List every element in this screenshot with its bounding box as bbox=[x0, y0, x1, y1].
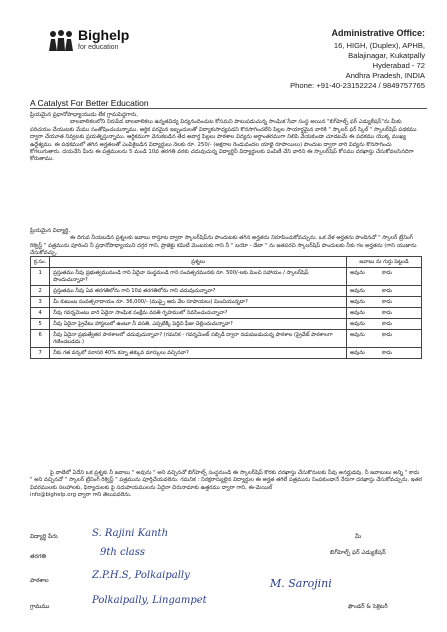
yes-option: అవును bbox=[350, 309, 365, 316]
closing-section bbox=[30, 470, 422, 500]
col-question-header: ప్రశ్నలు bbox=[50, 257, 347, 268]
row-answer bbox=[347, 348, 422, 359]
intro-section bbox=[30, 112, 422, 164]
row-answer bbox=[347, 319, 422, 330]
row-number: 3 bbox=[31, 297, 50, 308]
row-number: 4 bbox=[31, 308, 50, 319]
row-number: 7 bbox=[31, 348, 50, 359]
office-line: 16, HIGH, (Duplex), APHB, bbox=[333, 41, 425, 50]
col-no-header: క్ర.సం. bbox=[31, 257, 50, 268]
office-line: Andhra Pradesh, INDIA bbox=[345, 71, 425, 80]
tagline: A Catalyst For Better Education bbox=[30, 98, 149, 108]
table-row bbox=[31, 319, 422, 330]
yes-option: అవును bbox=[350, 331, 365, 338]
row-number: 1 bbox=[31, 268, 50, 286]
yes-option: అవును bbox=[350, 287, 365, 294]
eligibility-table bbox=[30, 256, 422, 359]
table-row bbox=[31, 268, 422, 286]
row-answer bbox=[347, 330, 422, 348]
row-question: ప్రస్తుతము నీవు ప్రభుత్వమునుండి గాని ఏదైనా సంస్థనుండి గాని సంవత్సరమునకు రూ. 500/-లకు మించి సహాయం / స్కాలర్‌షిప్ పొందుచున్నావా? bbox=[50, 268, 347, 286]
col-answer-header: జవాబు ను గుర్తు పెట్టండి bbox=[347, 257, 422, 268]
no-option: కాదు bbox=[382, 309, 392, 316]
no-option: కాదు bbox=[382, 298, 392, 305]
table-row bbox=[31, 348, 422, 359]
office-line: Hyderabad - 72 bbox=[372, 61, 425, 70]
row-question: నీవు ఏదైనా ప్రభుత్వేతర పాఠశాలలో చదువుచున్నావా? (గమనిక - గవర్నమెంట్ సబ్సిడీ ద్వారా నడుపబడుచున్న పాఠశాల (ప్రైవేట్ పాఠశాలగా గణించబడదు.) bbox=[50, 330, 347, 348]
no-option: కాదు bbox=[382, 287, 392, 294]
office-phone: Phone: +91-40-23152224 / 9849757765 bbox=[290, 81, 425, 90]
student-paragraph: ఈ దిగువ నీయబడిన ప్రశ్నలకు జవాబు రాస్తూట ద్వారా స్కాలర్‌షిప్‌ను పొందుటకు తగిన అర్హతను నిరూపించుకోవచ్చును. ఒక వేళ అర్హతను పొందినచో " స్కాలర్ ట్రేనింగ్ రిక్వెస్ట్ " పత్రమును పూరించి నీ ప్రధానోపాధ్యాయుని దగ్గర గాని, ప్రాజెక్టు కమిటీ మెంబరుకు గాని నీ " బయో - డేటా " ను జతపరచి స్కాలర్‌షిప్ పొందుటకు నీకు గల అర్హతను (గాని యుజాను చేసుకోవచ్చు. bbox=[30, 235, 417, 257]
row-question: ప్రస్తుతము నీవు ఏవ తరగతిలోను గాని 10వ తరగతిలోను గాని చదువుచున్నావా? bbox=[50, 286, 347, 297]
logo bbox=[48, 28, 129, 52]
school-value: Z.P.H.S, Polkaipally bbox=[92, 570, 190, 581]
student-name-value: S. Rajini Kanth bbox=[92, 528, 169, 539]
yes-option: అవును bbox=[350, 320, 365, 327]
table-row bbox=[31, 330, 422, 348]
table-row bbox=[31, 297, 422, 308]
yes-option: అవును bbox=[350, 349, 365, 356]
intro-paragraph: బాలబాలికలలోని నిరుపేద బాలబాలికలు ఉన్నతవిద్య విద్యనందించుట కోసమని పాటుపడుచున్న సాంఘిక సేవా సంస్థ అయిన "బిగ్‌హెల్ప్ ఫర్ ఎడ్యుకేషన్"ను మీకు పరిచయం చేయుటకు మేము సంతోషించుచున్నాము. ఆర్థిక పరమైన ఇబ్బందులతో విద్యాకుసాధ్యపడని కొనసాగించలేని పిల్లల సాయార్థమైన వారికి " స్కాలర్ ఫర్ స్కిల్ " స్కాలర్‌షిప్ పథకము ద్వారా చేయూత నివ్వటకు ప్రయత్నిస్తున్నాము. ఆర్థికముగా వెనుకబడిన తేద అవార్ధ పిల్లలు పాఠశాల విద్యను అర్ధాంతరముగా నిలిపి వేయకుండా చూడటమే ఈ పథకము యొక్క ముఖ్య ఉద్దేశ్యము. ఈ పథకములో తగిన అర్హతలతో ఎంపికైబడిన విద్యార్థులు నెలకు రూ. 250/- (అక్షరాల రెండువందల యాభై రూపాయిలు) పొందుట ద్వారా వారి విద్యను కొనసాగించు కోగలుగుతారు. దయచేసి మీరు ఈ పత్రములను 5 మండి 10వ తరగతి వరకు చదువుచున్న విద్యార్థినీ విద్యార్థులకు పంపిణీ చేసి వారిని ఈ స్కాలర్‌షిప్ కోసము దరఖాస్తు చేసుకోవలసినదిగా కోరుతాము. bbox=[30, 119, 417, 163]
closing-word: మీ bbox=[355, 534, 362, 540]
table-row bbox=[31, 286, 422, 297]
student-name-label: విద్యార్థి పేరు bbox=[30, 534, 58, 540]
office-title: Administrative Office: bbox=[331, 28, 425, 38]
student-salutation: ప్రియమైన విద్యార్థి, bbox=[30, 228, 71, 234]
row-question: నీకు గత వర్కలో సరాసరి 40% కన్నా తక్కువ మార్కులు వచ్చినవా? bbox=[50, 348, 347, 359]
table-row bbox=[31, 308, 422, 319]
no-option: కాదు bbox=[382, 331, 392, 338]
org-name: బిగ్‌హెల్ప్ ఫర్ ఎడ్యుకేషన్ bbox=[330, 550, 386, 556]
row-number: 2 bbox=[31, 286, 50, 297]
yes-option: అవును bbox=[350, 298, 365, 305]
school-label: పాఠశాల bbox=[30, 578, 49, 584]
table-header-row bbox=[31, 257, 422, 268]
brand-sub: for education bbox=[78, 44, 119, 51]
signatory-title: ఫౌండర్ & సెక్రెటరీ bbox=[348, 604, 388, 610]
row-question: మీ కుటుంబ సంవత్సరాదాయం రూ. 36,000/- (ముప్పై ఆరు వేల రూపాయలు) మించియున్నదా? bbox=[50, 297, 347, 308]
office-address bbox=[255, 28, 425, 91]
row-answer bbox=[347, 308, 422, 319]
people-logo-icon bbox=[48, 30, 74, 52]
row-question: నీవు ఏదైనా ప్రైవేటు హాస్టలులో ఉంటూ నీ వసతి, ఎప్పటిక్కి పెద్దిని ఫీజు చెల్లించుచున్నావా? bbox=[50, 319, 347, 330]
row-answer bbox=[347, 286, 422, 297]
closing-paragraph: పై వాటిలో ఏదేని ఒక ప్రశ్నకు నీ జవాబు " అవును " అని వచ్చినచో బిగ్‌హెల్ప్ సంస్థనుండి ఈ స్కాలర్‌షిప్ కొరకు దరఖాస్తు చేసుకొనుటకు నీవు అనర్హుడవు. నీ జవాబులు అన్ని " కాదు " అని వచ్చినచో " స్కాలర్ ట్రేనింగ్ రిక్వెస్ట్ " పత్రమును పూర్తిచేయవలెను. గమనిక : నిరక్షరాస్యులైన విద్యార్థుల ఈ అర్హత తగిలే పత్రమును నింపకుండానే నేరుగా దరఖాస్తు చేసుకోవచ్చును. ఇతర వివరములకు సలహాలకు, ఫిర్యాదులకు పై సదుపాయములను ఏదైనా చిరునామాకు ఉత్తరము ద్వారా గాని, ఈ-మెయిల్ bbox=[30, 470, 422, 491]
village-label: గ్రామము bbox=[30, 604, 50, 610]
yes-option: అవును bbox=[350, 269, 365, 276]
signature: M. Sarojini bbox=[270, 577, 332, 590]
class-label: తరగతి bbox=[30, 554, 46, 560]
brand-name: Bighelp bbox=[78, 27, 130, 43]
row-question: నీవు గవర్నమెంటు వారి ఏదైనా సాంఘిక సంక్షేమ వసతి గృహములో నివసించుచున్నావా? bbox=[50, 308, 347, 319]
email-line: info@bighelp.org ద్వారా గాని తెలుపవలెను. bbox=[30, 492, 132, 499]
row-number: 6 bbox=[31, 330, 50, 348]
row-answer bbox=[347, 268, 422, 286]
header-divider bbox=[30, 108, 427, 109]
intro-salutation: ప్రియమైన ప్రధానోపాధ్యాయుడు లేక గ్రామపెద్దగారు, bbox=[30, 112, 138, 118]
no-option: కాదు bbox=[382, 269, 392, 276]
student-section bbox=[30, 228, 422, 258]
village-value: Polkaipally, Lingampet bbox=[92, 595, 207, 606]
row-answer bbox=[347, 297, 422, 308]
no-option: కాదు bbox=[382, 349, 392, 356]
office-line: Balajinagar, Kukatpally bbox=[348, 51, 425, 60]
class-value: 9th class bbox=[100, 547, 146, 558]
row-number: 5 bbox=[31, 319, 50, 330]
no-option: కాదు bbox=[382, 320, 392, 327]
